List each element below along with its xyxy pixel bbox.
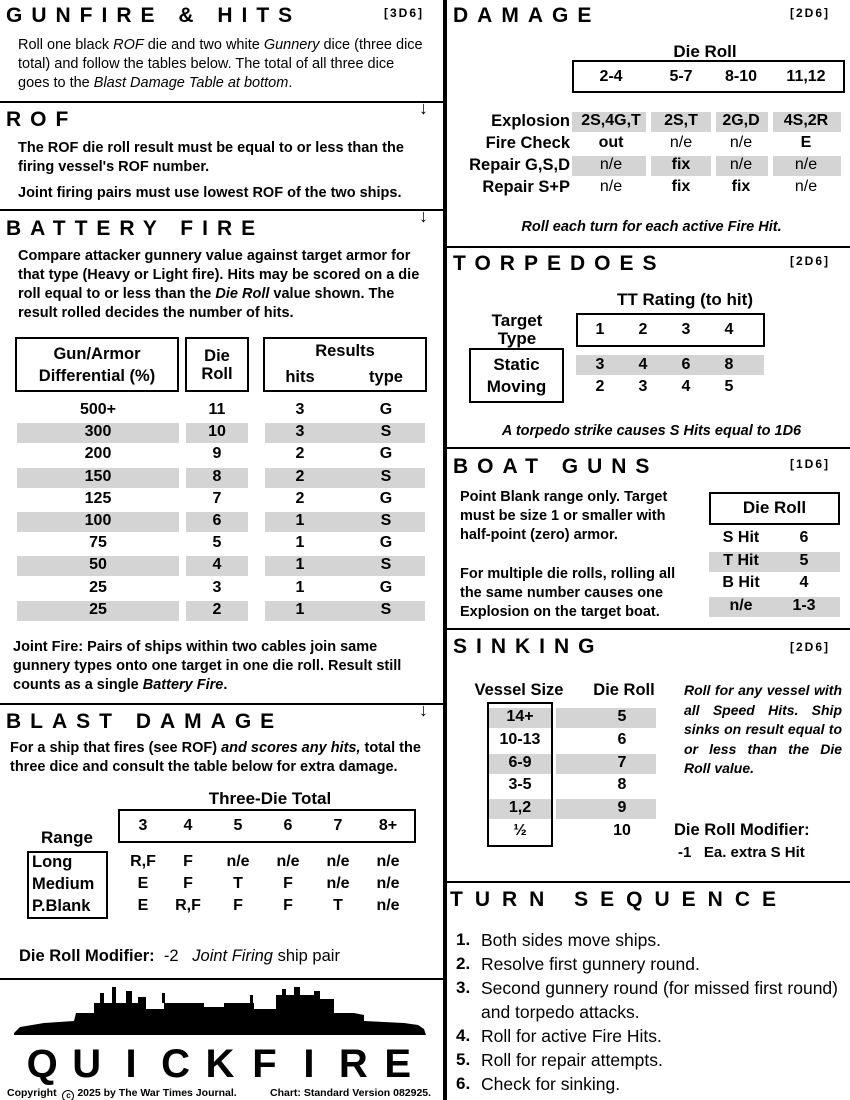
damage-column-label: 8-10 — [724, 68, 758, 85]
moving-value: 4 — [681, 378, 691, 395]
torpedo-note: A torpedo strike causes S Hits equal to 1D6 — [501, 423, 802, 439]
type-cell: G — [379, 401, 393, 418]
boat-hit-label: n/e — [729, 596, 753, 614]
blast-column-label: 7 — [333, 817, 343, 834]
column-divider — [443, 0, 447, 1100]
joint-fire-text: Joint Fire: Pairs of ships within two cables join same gunnery types onto one target in one die roll. Result still counts as a single Battery Fire. — [13, 639, 402, 693]
range-label: Range — [41, 828, 93, 847]
divider — [0, 209, 443, 211]
logo-letter: K — [205, 1042, 235, 1086]
static-value: 4 — [638, 356, 648, 373]
blast-column-label: 8+ — [378, 817, 398, 834]
boat-hit-value: 4 — [799, 574, 809, 591]
damage-column-label: 5-7 — [669, 68, 693, 85]
boat-guns-dice: [1D6] — [790, 457, 831, 471]
blast-result-cell: n/e — [326, 875, 350, 892]
logo-letter: I — [125, 1042, 137, 1086]
differential-cell: 200 — [84, 445, 112, 463]
rof-title: ROF — [6, 108, 78, 131]
blast-result-cell: T — [333, 897, 343, 914]
divider — [0, 703, 443, 705]
boat-guns-title: BOAT GUNS — [453, 455, 659, 478]
range-name: P.Blank — [32, 897, 91, 915]
header-hits: hits — [285, 368, 315, 386]
torpedoes-dice: [2D6] — [790, 254, 831, 268]
boat-hit-value: 6 — [799, 529, 809, 546]
type-cell: S — [380, 467, 392, 485]
divider — [445, 881, 850, 883]
vessel-size-header: Vessel Size — [474, 681, 564, 699]
header-results: Results — [315, 342, 375, 360]
battery-title: BATTERY FIRE — [6, 217, 265, 240]
vessel-size-cell: 3-5 — [508, 776, 532, 794]
blast-result-cell: n/e — [226, 853, 250, 870]
die-roll-cell: 11 — [208, 401, 226, 418]
type-cell: S — [380, 423, 392, 441]
range-name: Medium — [32, 875, 95, 893]
differential-cell: 300 — [84, 423, 112, 441]
copyright-icon: c — [62, 1090, 74, 1100]
turn-step-number: 4. — [456, 1026, 471, 1045]
divider — [445, 628, 850, 630]
tt-rating-column: 2 — [638, 321, 648, 338]
boat-guns-text-1: Point Blank range only. Target must be size 1 or smaller with half-point (zero) armor. — [460, 489, 668, 543]
sinking-roll-cell: 8 — [617, 776, 627, 794]
damage-result-cell: n/e — [794, 178, 818, 195]
die-roll-cell: 6 — [212, 512, 222, 529]
damage-dice: [2D6] — [790, 6, 831, 20]
arrow-down-icon: ↓ — [419, 206, 428, 226]
sinking-roll-cell: 7 — [617, 753, 627, 771]
damage-title: DAMAGE — [453, 4, 601, 27]
tt-rating-column: 3 — [681, 321, 691, 338]
die-roll-cell: 3 — [212, 578, 222, 596]
static-value: 3 — [595, 356, 605, 373]
blast-result-cell: E — [137, 897, 149, 914]
blast-result-cell: F — [283, 875, 293, 892]
sinking-title: SINKING — [453, 635, 604, 658]
boat-hit-label: T Hit — [723, 551, 759, 569]
blast-result-cell: n/e — [376, 853, 400, 870]
sinking-modifier: -1 Ea. extra S Hit — [678, 844, 805, 861]
logo-letter: C — [161, 1042, 190, 1086]
header-die: Die — [204, 347, 230, 365]
damage-result-cell: 4S,2R — [783, 112, 829, 129]
turn-step-number: 5. — [456, 1050, 471, 1069]
die-roll-cell: 9 — [212, 445, 222, 463]
gunfire-text: Roll one black ROF die and two white Gunnery dice (three dice total) and follow the tables below. The total of all three dice goes to the Blast Damage Table at bottom. — [18, 37, 423, 91]
logo-letter: R — [338, 1042, 368, 1086]
blast-result-cell: E — [137, 875, 149, 892]
differential-cell: 100 — [84, 512, 112, 529]
vessel-size-cell: 1,2 — [508, 799, 532, 817]
damage-result-cell: E — [800, 134, 812, 151]
type-cell: G — [379, 534, 393, 552]
rof-text-1: The ROF die roll result must be equal to or less than the firing vessel's ROF number. — [18, 140, 404, 175]
damage-result-cell: n/e — [599, 178, 623, 195]
blast-column-label: 6 — [283, 817, 293, 834]
die-roll-cell: 8 — [212, 467, 222, 485]
hits-cell: 3 — [295, 423, 305, 441]
blast-result-cell: F — [283, 897, 293, 914]
damage-result-cell: n/e — [729, 134, 753, 151]
die-roll-cell: 5 — [212, 534, 222, 552]
turn-step-text: Roll for repair attempts. — [481, 1050, 663, 1070]
gunfire-title: GUNFIRE & HITS — [6, 4, 302, 27]
damage-result-cell: n/e — [599, 156, 623, 173]
hits-cell: 2 — [295, 445, 305, 463]
moving-value: 5 — [724, 378, 734, 395]
hits-cell: 1 — [295, 512, 305, 529]
static-label: Static — [493, 355, 540, 374]
turn-step-text: Resolve first gunnery round. — [481, 954, 700, 974]
hits-cell: 2 — [295, 467, 305, 485]
blast-text: For a ship that fires (see ROF) and scores any hits, total the three dice and consult the table below for extra damage. — [10, 740, 421, 775]
boat-hit-value: 1-3 — [792, 596, 816, 614]
chart-version: Chart: Standard Version 082925. — [270, 1087, 432, 1099]
turn-step-number: 3. — [456, 978, 471, 997]
tt-rating-column: 4 — [724, 321, 734, 338]
blast-modifier: Die Roll Modifier: -2 Joint Firing ship pair — [19, 947, 340, 965]
vessel-size-cell: 10-13 — [499, 730, 541, 748]
damage-result-cell: n/e — [669, 134, 693, 151]
divider — [445, 246, 850, 248]
logo-letter: Q — [26, 1042, 58, 1086]
sinking-roll-cell: 10 — [613, 822, 631, 839]
damage-result-cell: 2S,4G,T — [581, 112, 641, 129]
blast-result-cell: R,F — [130, 853, 156, 870]
damage-result-cell: fix — [731, 178, 751, 195]
hits-cell: 1 — [295, 534, 305, 552]
differential-cell: 500+ — [79, 401, 117, 418]
boat-hit-value: 5 — [799, 551, 809, 569]
boat-hit-label: S Hit — [722, 529, 760, 546]
sinking-die-roll-header: Die Roll — [593, 681, 655, 699]
hits-cell: 3 — [295, 401, 305, 418]
blast-result-cell: R,F — [175, 897, 201, 914]
three-die-total-label: Three-Die Total — [208, 789, 332, 808]
vessel-size-cell: 6-9 — [508, 753, 532, 771]
tt-rating-column: 1 — [595, 321, 605, 338]
die-roll-cell: 2 — [212, 600, 222, 618]
blast-title: BLAST DAMAGE — [6, 710, 284, 733]
damage-result-cell: fix — [671, 156, 691, 173]
damage-result-cell: out — [598, 134, 624, 151]
blast-result-cell: F — [183, 875, 193, 892]
hits-cell: 1 — [295, 600, 305, 618]
blast-result-cell: T — [233, 875, 243, 892]
differential-cell: 125 — [84, 489, 112, 507]
arrow-down-icon: ↓ — [419, 700, 428, 720]
hits-cell: 2 — [295, 489, 305, 507]
hits-cell: 1 — [295, 578, 305, 596]
header-gun-armor: Gun/Armor — [53, 345, 141, 363]
static-value: 6 — [681, 356, 691, 373]
damage-die-roll-label: Die Roll — [673, 42, 737, 61]
divider — [0, 978, 443, 980]
static-value: 8 — [724, 356, 734, 373]
turn-step-text: Both sides move ships. — [481, 930, 661, 950]
damage-result-cell: 2S,T — [664, 112, 698, 129]
logo-letter: E — [384, 1042, 412, 1086]
differential-cell: 150 — [84, 467, 112, 485]
damage-row-label: Fire Check — [485, 134, 570, 152]
vessel-size-cell: 14+ — [506, 708, 534, 725]
type-cell: G — [379, 578, 393, 596]
tt-rating-label: TT Rating (to hit) — [617, 290, 753, 309]
blast-result-cell: F — [233, 897, 243, 914]
damage-row-label: Repair G,S,D — [469, 156, 570, 174]
blast-result-cell: n/e — [376, 875, 400, 892]
header-type: type — [369, 368, 403, 386]
blast-result-cell: F — [183, 853, 193, 870]
sinking-dice: [2D6] — [790, 640, 831, 654]
rof-text-2: Joint firing pairs must use lowest ROF of the two ships. — [18, 185, 402, 201]
differential-cell: 25 — [89, 578, 107, 596]
turn-step-text: Check for sinking. — [481, 1074, 621, 1094]
blast-column-label: 4 — [183, 817, 193, 834]
torpedoes-title: TORPEDOES — [453, 252, 666, 275]
moving-value: 2 — [595, 378, 605, 395]
blast-result-cell: n/e — [276, 853, 300, 870]
gunfire-dice: [3D6] — [384, 6, 425, 20]
blast-result-cell: n/e — [326, 853, 350, 870]
moving-value: 3 — [638, 378, 648, 395]
range-name: Long — [32, 853, 73, 871]
damage-result-cell: 2G,D — [722, 112, 760, 129]
turn-sequence-title: TURN SEQUENCE — [450, 888, 789, 911]
divider — [0, 101, 443, 103]
type-cell: S — [380, 556, 392, 574]
damage-column-label: 11,12 — [786, 68, 826, 85]
turn-step-number: 6. — [456, 1074, 471, 1093]
damage-result-cell: n/e — [794, 156, 818, 173]
logo-letter: I — [303, 1042, 315, 1086]
turn-step-number: 2. — [456, 954, 471, 973]
blast-column-label: 5 — [233, 817, 243, 834]
type-cell: S — [380, 600, 392, 618]
type-cell: S — [380, 512, 392, 529]
turn-step-number: 1. — [456, 930, 471, 949]
damage-note: Roll each turn for each active Fire Hit. — [521, 219, 782, 235]
copyright-line: Copyright c 2025 by The War Times Journal. — [7, 1087, 237, 1100]
damage-row-label: Repair S+P — [482, 178, 570, 196]
hits-cell: 1 — [295, 556, 305, 574]
boat-hit-label: B Hit — [722, 574, 760, 591]
damage-result-cell: n/e — [729, 156, 753, 173]
differential-cell: 25 — [89, 600, 107, 618]
type-cell: G — [379, 489, 393, 507]
differential-cell: 75 — [89, 534, 107, 552]
arrow-down-icon: ↓ — [419, 98, 428, 118]
blast-result-cell: n/e — [376, 897, 400, 914]
turn-step-text: Second gunnery round (for missed first round) and torpedo attacks. — [481, 978, 838, 1022]
die-roll-cell: 10 — [208, 423, 226, 441]
blast-column-label: 3 — [138, 817, 148, 834]
logo-letter: F — [252, 1042, 277, 1086]
sinking-roll-cell: 6 — [617, 730, 627, 748]
battery-text: Compare attacker gunnery value against target armor for that type (Heavy or Light fire). Hits may be scored on a die roll equal to or less than the Die Roll value shown. The result rolled decides the number of hits. — [18, 248, 420, 321]
battleship-silhouette-icon — [14, 985, 434, 1045]
divider — [445, 447, 850, 449]
differential-cell: 50 — [89, 556, 107, 574]
moving-label: Moving — [486, 377, 547, 396]
target-label: Target — [491, 311, 543, 330]
damage-result-cell: fix — [671, 178, 691, 195]
boat-die-roll-label: Die Roll — [742, 498, 807, 517]
damage-column-label: 2-4 — [599, 68, 623, 85]
boat-guns-text-2: For multiple die rolls, rolling all the same number causes one Explosion on the target boat. — [460, 566, 676, 620]
sinking-roll-cell: 9 — [617, 799, 627, 817]
logo-letter: U — [72, 1042, 102, 1086]
damage-row-label: Explosion — [491, 112, 570, 130]
type-cell: G — [379, 445, 393, 463]
type-label: Type — [497, 329, 537, 348]
header-differential: Differential (%) — [38, 367, 156, 385]
die-roll-cell: 7 — [212, 489, 222, 507]
sinking-roll-cell: 5 — [617, 708, 627, 725]
vessel-size-cell: ½ — [513, 822, 527, 839]
header-roll: Roll — [201, 365, 233, 383]
turn-step-text: Roll for active Fire Hits. — [481, 1026, 662, 1046]
sinking-note: Roll for any vessel with all Speed Hits. Ship sinks on result equal to or less than the Die Roll value. — [684, 682, 842, 776]
sinking-modifier-label: Die Roll Modifier: — [674, 821, 810, 839]
die-roll-cell: 4 — [212, 556, 222, 574]
